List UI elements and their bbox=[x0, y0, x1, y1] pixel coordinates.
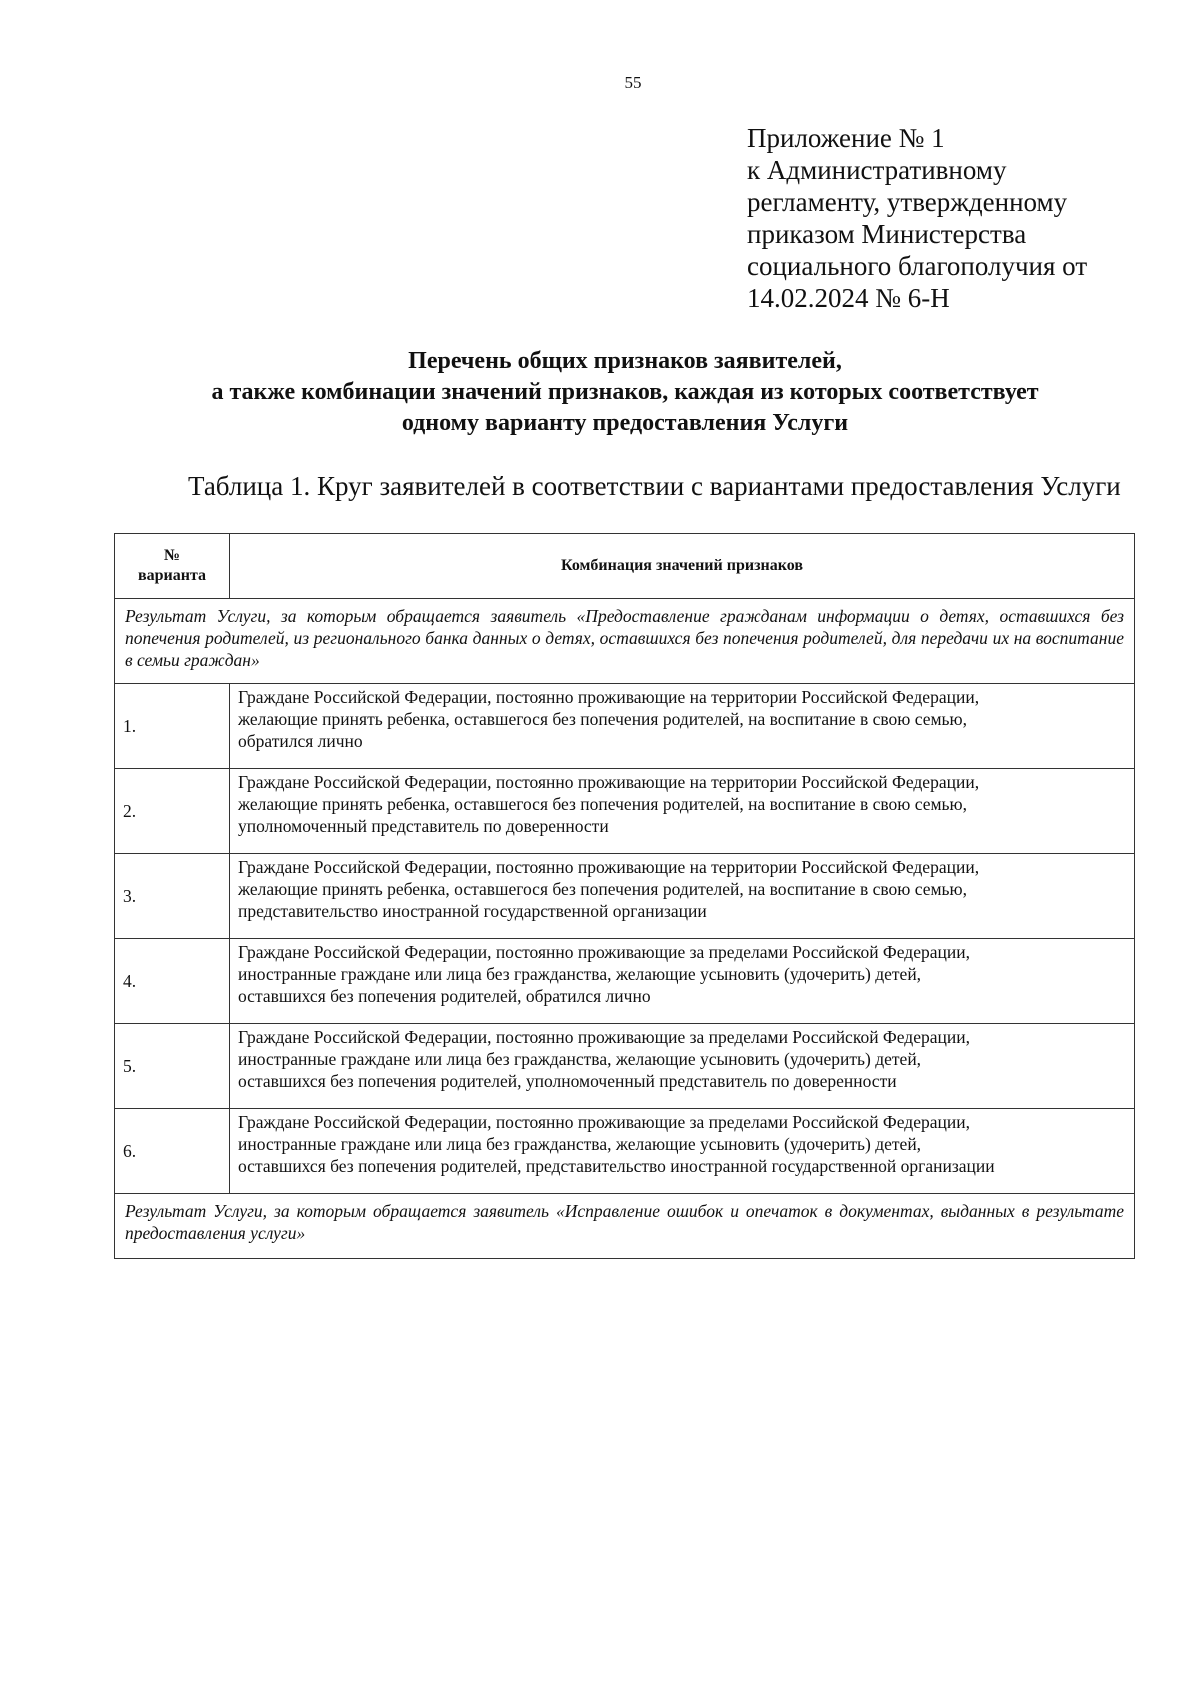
appendix-line: социального благополучия от bbox=[747, 251, 1088, 281]
variant-description bbox=[230, 854, 1135, 939]
description-line: представительство иностранной государственной организации bbox=[238, 901, 707, 921]
appendix-reference bbox=[747, 122, 1167, 314]
table-header-row bbox=[115, 534, 1135, 599]
table-row bbox=[115, 1109, 1135, 1194]
variant-description bbox=[230, 939, 1135, 1024]
header-variant-number bbox=[115, 534, 230, 599]
variant-description bbox=[230, 769, 1135, 854]
appendix-line: 14.02.2024 № 6-Н bbox=[747, 283, 950, 313]
table-caption: Таблица 1. Круг заявителей в соответствии с вариантами предоставления Услуги bbox=[188, 471, 1121, 501]
description-line: оставшихся без попечения родителей, представительство иностранной государственной организации bbox=[238, 1156, 995, 1176]
description-line: желающие принять ребенка, оставшегося без попечения родителей, на воспитание в свою семью, bbox=[238, 709, 967, 729]
variant-description bbox=[230, 1109, 1135, 1194]
title-line: одному варианту предоставления Услуги bbox=[401, 410, 849, 436]
page-number: 55 bbox=[624, 73, 642, 92]
description-line: Граждане Российской Федерации, постоянно проживающие на территории Российской Федерации, bbox=[238, 857, 980, 877]
variant-number: 4. bbox=[115, 939, 230, 1024]
document-title bbox=[114, 346, 1136, 439]
table-row bbox=[115, 854, 1135, 939]
header-variant-label: варианта bbox=[137, 567, 207, 584]
table-row bbox=[115, 684, 1135, 769]
variant-number: 6. bbox=[115, 1109, 230, 1194]
section-result-2: Результат Услуги, за которым обращается заявитель «Исправление ошибок и опечаток в документах, выданных в результате предоставления услуги» bbox=[115, 1194, 1135, 1259]
section-row bbox=[115, 599, 1135, 684]
description-line: оставшихся без попечения родителей, обратился лично bbox=[238, 986, 651, 1006]
variant-number: 1. bbox=[115, 684, 230, 769]
criteria-table bbox=[114, 533, 1135, 1259]
section-result-1: Результат Услуги, за которым обращается заявитель «Предоставление гражданам информации о детях, оставшихся без попечения родителей, из регионального банка данных о детях, оставшихся без попечения родителей, для передачи их на воспитание в семьи граждан» bbox=[115, 599, 1135, 684]
description-line: иностранные граждане или лица без гражданства, желающие усыновить (удочерить) детей, bbox=[238, 1134, 922, 1154]
header-number-sign: № bbox=[163, 547, 181, 564]
description-line: желающие принять ребенка, оставшегося без попечения родителей, на воспитание в свою семью, bbox=[238, 879, 967, 899]
variant-description bbox=[230, 684, 1135, 769]
table-row bbox=[115, 769, 1135, 854]
description-line: оставшихся без попечения родителей, уполномоченный представитель по доверенности bbox=[238, 1071, 897, 1091]
appendix-line: регламенту, утвержденному bbox=[747, 187, 1068, 217]
table-row bbox=[115, 939, 1135, 1024]
description-line: обратился лично bbox=[238, 731, 363, 751]
title-line: Перечень общих признаков заявителей, bbox=[408, 348, 842, 374]
title-line: а также комбинации значений признаков, каждая из которых соответствует bbox=[211, 379, 1039, 405]
appendix-line: приказом Министерства bbox=[747, 219, 1027, 249]
description-line: Граждане Российской Федерации, постоянно проживающие за пределами Российской Федерации, bbox=[238, 1112, 970, 1132]
description-line: уполномоченный представитель по доверенности bbox=[238, 816, 609, 836]
variant-number: 2. bbox=[115, 769, 230, 854]
description-line: Граждане Российской Федерации, постоянно проживающие на территории Российской Федерации, bbox=[238, 772, 980, 792]
description-line: иностранные граждане или лица без гражданства, желающие усыновить (удочерить) детей, bbox=[238, 964, 922, 984]
description-line: Граждане Российской Федерации, постоянно проживающие на территории Российской Федерации, bbox=[238, 687, 980, 707]
description-line: иностранные граждане или лица без гражданства, желающие усыновить (удочерить) детей, bbox=[238, 1049, 922, 1069]
appendix-line: Приложение № 1 bbox=[747, 123, 945, 153]
variant-number: 5. bbox=[115, 1024, 230, 1109]
variant-number: 3. bbox=[115, 854, 230, 939]
section-row bbox=[115, 1194, 1135, 1259]
description-line: желающие принять ребенка, оставшегося без попечения родителей, на воспитание в свою семью, bbox=[238, 794, 967, 814]
table-row bbox=[115, 1024, 1135, 1109]
description-line: Граждане Российской Федерации, постоянно проживающие за пределами Российской Федерации, bbox=[238, 1027, 970, 1047]
header-combination: Комбинация значений признаков bbox=[230, 534, 1135, 599]
description-line: Граждане Российской Федерации, постоянно проживающие за пределами Российской Федерации, bbox=[238, 942, 970, 962]
variant-description bbox=[230, 1024, 1135, 1109]
appendix-line: к Административному bbox=[747, 155, 1007, 185]
